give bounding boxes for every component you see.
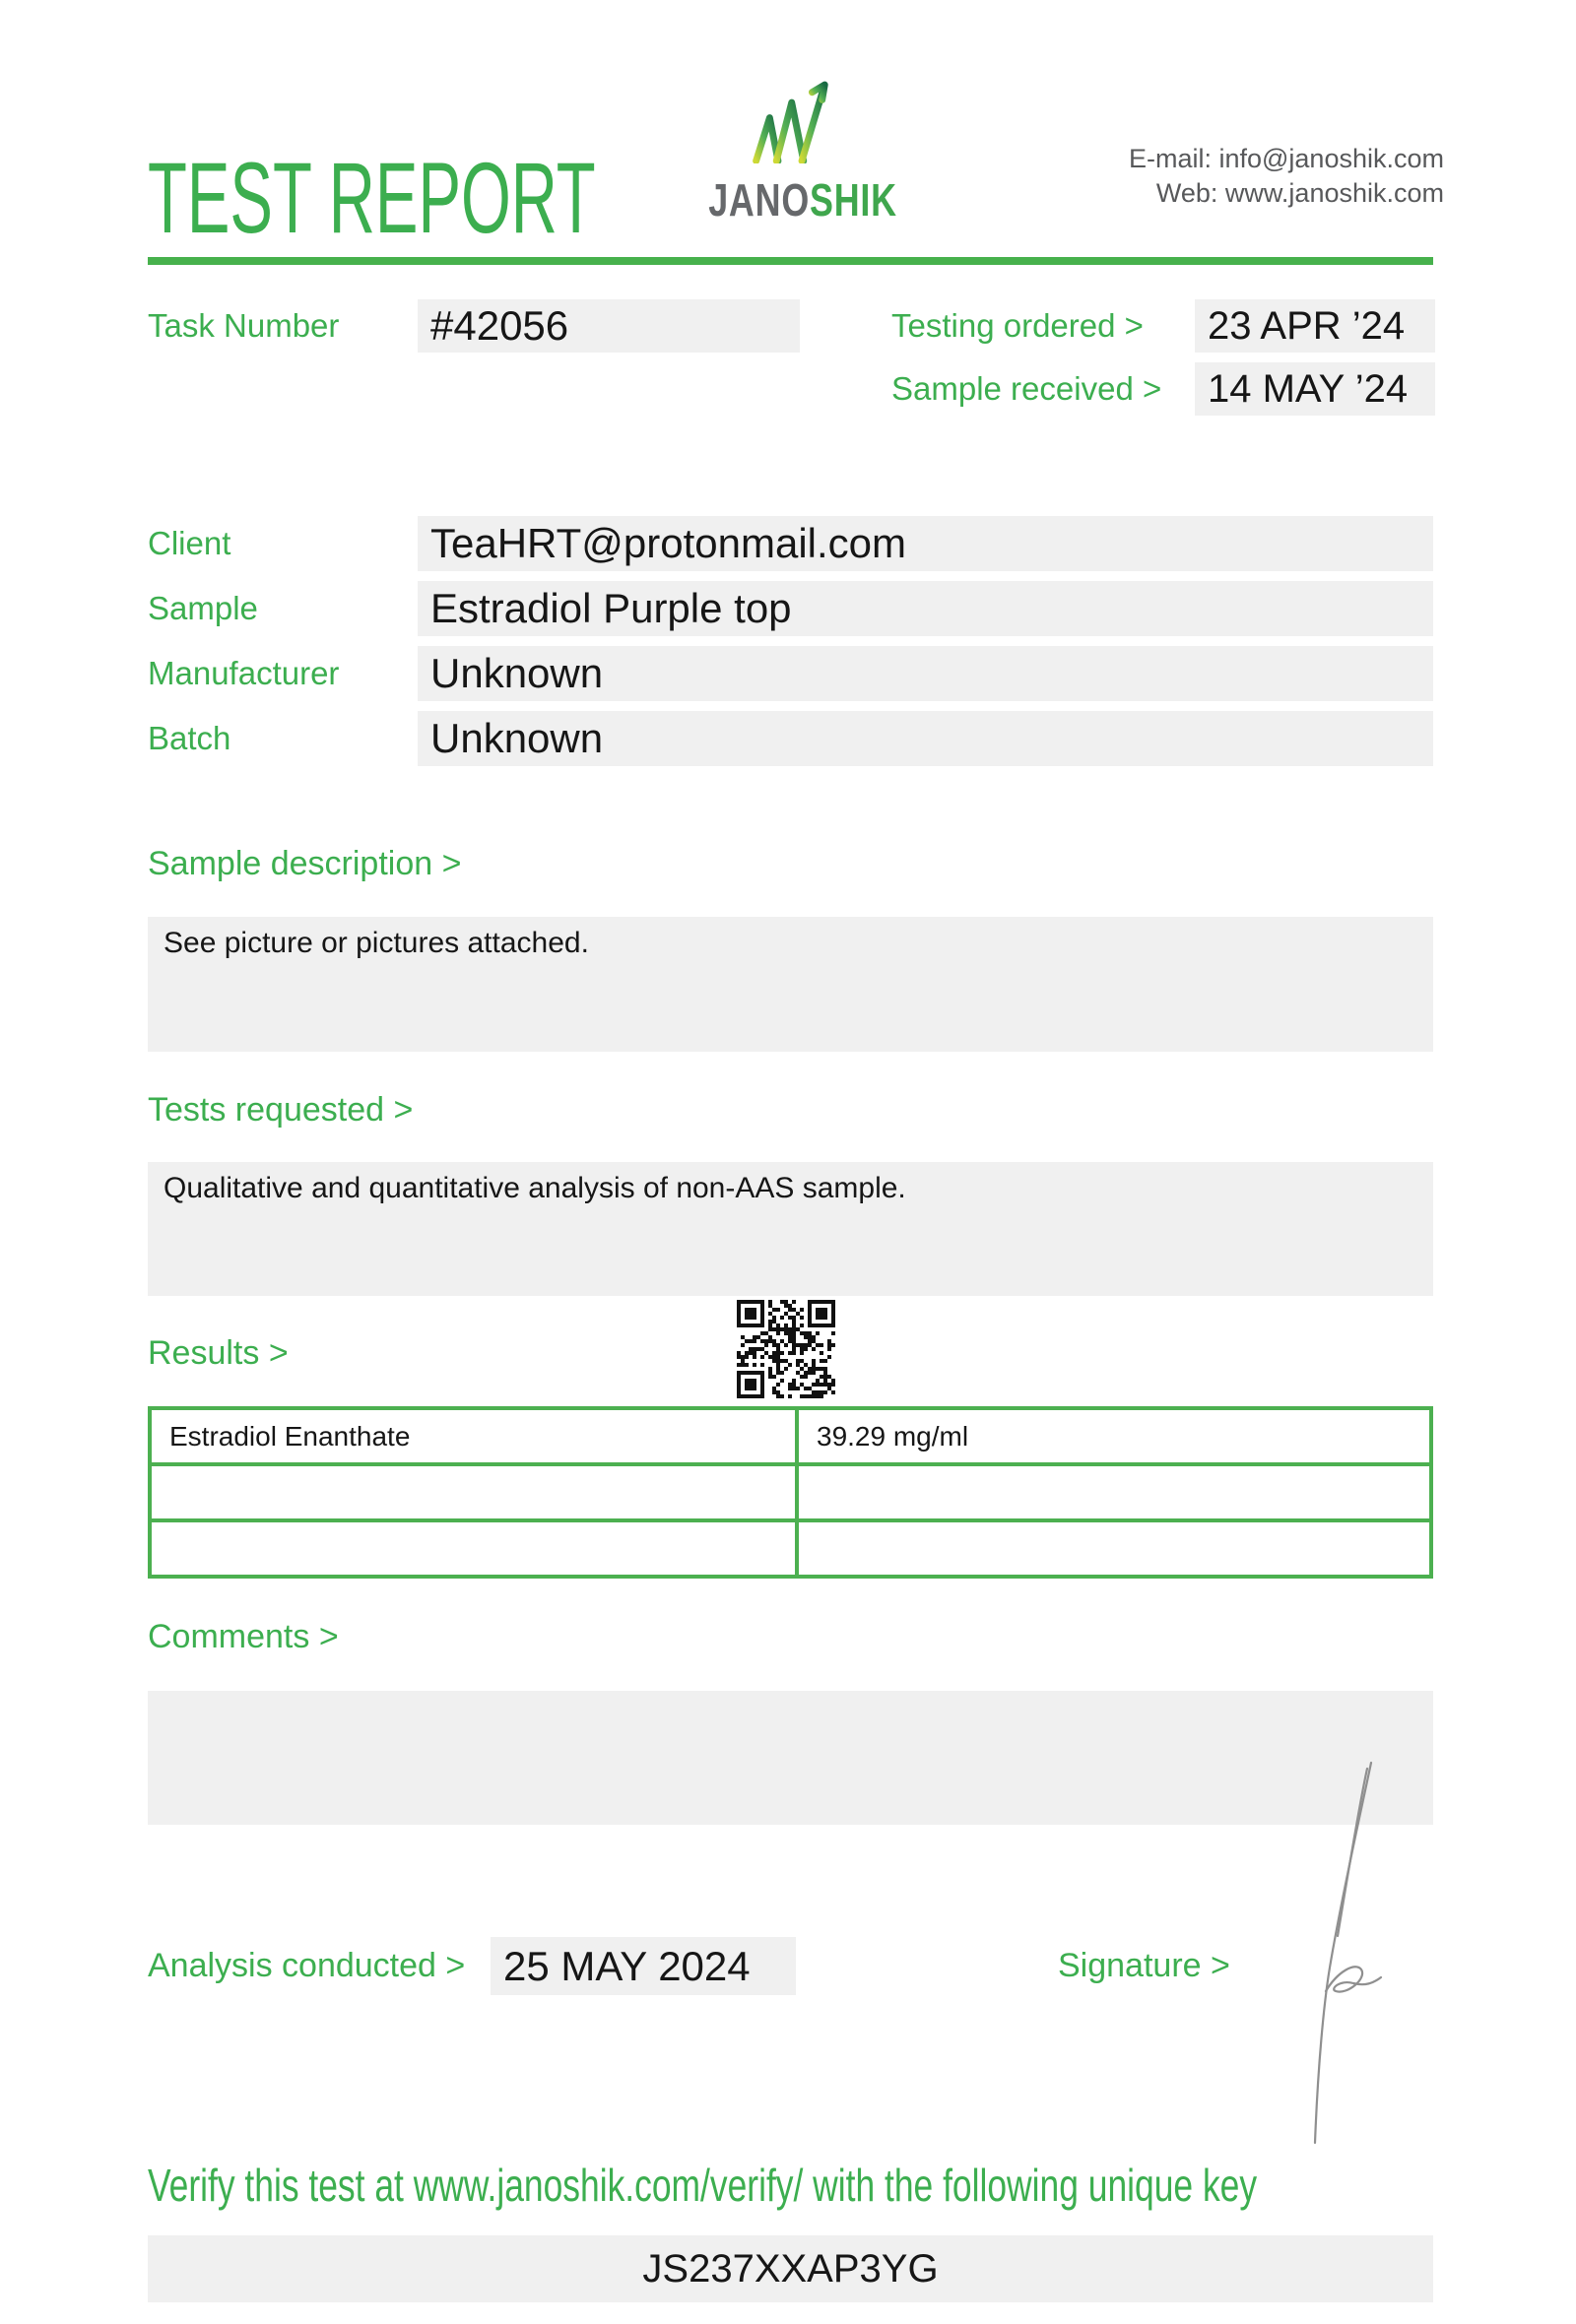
analysis-date-value: 25 MAY 2024 xyxy=(491,1937,796,1995)
header-divider xyxy=(148,257,1433,265)
brand-name-gray: JANO xyxy=(708,174,811,226)
comments-box xyxy=(148,1691,1433,1825)
sample-received-label: Sample received > xyxy=(891,370,1162,407)
sample-label: Sample xyxy=(148,590,258,626)
analysis-conducted-label: Analysis conducted > xyxy=(148,1947,466,1984)
batch-value: Unknown xyxy=(418,711,1433,766)
result-row xyxy=(152,1518,1429,1575)
analyte-cell: Estradiol Enanthate xyxy=(152,1410,799,1462)
client-label: Client xyxy=(148,525,231,561)
contact-block xyxy=(1129,142,1444,211)
brand-name xyxy=(708,173,897,226)
brand-name-green: SHIK xyxy=(810,174,897,226)
results-table xyxy=(148,1406,1433,1579)
comments-heading: Comments > xyxy=(148,1618,339,1655)
result-cell xyxy=(799,1466,1429,1518)
client-value: TeaHRT@protonmail.com xyxy=(418,516,1433,571)
tests-requested-box: Qualitative and quantitative analysis of non-AAS sample. xyxy=(148,1162,1433,1296)
analyte-cell xyxy=(152,1466,799,1518)
result-cell: 39.29 mg/ml xyxy=(817,1420,969,1452)
tests-requested-heading: Tests requested > xyxy=(148,1091,414,1129)
handwritten-signature-icon xyxy=(1269,1759,1407,2148)
task-number-value: #42056 xyxy=(418,299,800,353)
manufacturer-label: Manufacturer xyxy=(148,655,340,691)
qr-code-icon xyxy=(737,1300,835,1398)
verify-instruction: Verify this test at www.janoshik.com/verify/ with the following unique key xyxy=(148,2160,1258,2211)
sample-description-heading: Sample description > xyxy=(148,845,462,882)
signature-label: Signature > xyxy=(1058,1947,1230,1984)
testing-ordered-value: 23 APR ’24 xyxy=(1195,299,1435,353)
result-row xyxy=(152,1410,1429,1462)
sample-received-value: 14 MAY ’24 xyxy=(1195,362,1435,416)
verify-key: JS237XXAP3YG xyxy=(148,2235,1433,2302)
page-title: TEST REPORT xyxy=(148,142,596,254)
analyte-cell xyxy=(152,1522,799,1575)
batch-label: Batch xyxy=(148,720,231,756)
result-cell xyxy=(799,1522,1429,1575)
testing-ordered-label: Testing ordered > xyxy=(891,307,1144,344)
contact-web: Web: www.janoshik.com xyxy=(1155,178,1444,208)
growth-chart-icon xyxy=(745,79,835,163)
result-row xyxy=(152,1462,1429,1518)
task-number-label: Task Number xyxy=(148,307,340,344)
manufacturer-value: Unknown xyxy=(418,646,1433,701)
contact-email: E-mail: info@janoshik.com xyxy=(1128,144,1444,173)
results-heading: Results > xyxy=(148,1334,289,1372)
sample-value: Estradiol Purple top xyxy=(418,581,1433,636)
sample-description-box: See picture or pictures attached. xyxy=(148,917,1433,1052)
